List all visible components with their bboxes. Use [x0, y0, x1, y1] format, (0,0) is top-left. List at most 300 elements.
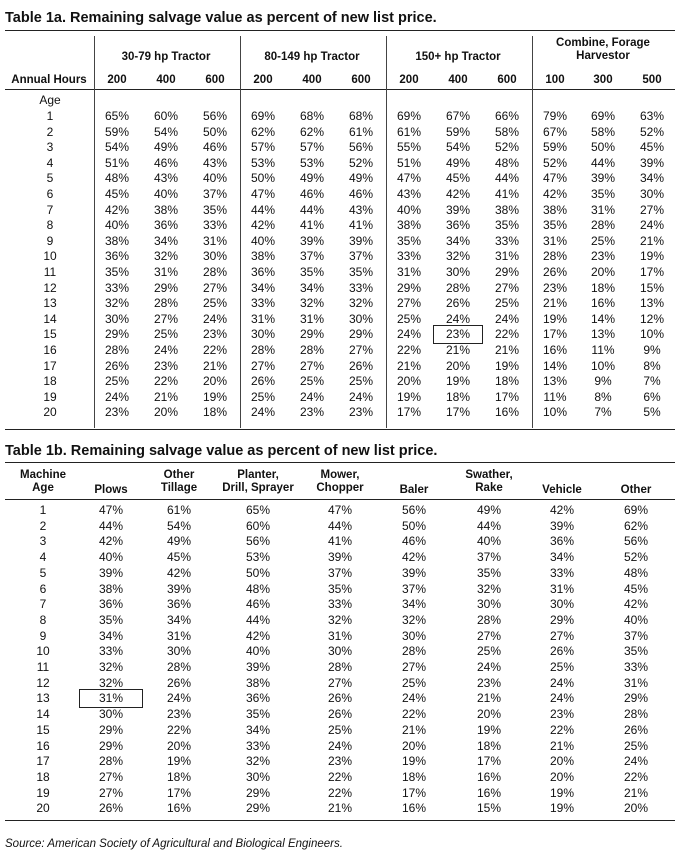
- value-cell: 31%: [98, 691, 124, 706]
- table-1a-header-rule: [5, 89, 675, 90]
- value-cell: 22%: [327, 769, 353, 784]
- value-cell: 26%: [623, 722, 649, 737]
- value-cell: 13%: [590, 327, 616, 342]
- value-cell: 31%: [590, 202, 616, 217]
- value-cell: 35%: [104, 265, 130, 279]
- value-cell: 17%: [396, 405, 422, 420]
- value-cell: 34%: [639, 171, 665, 186]
- value-cell: 50%: [401, 518, 427, 533]
- value-cell: 24%: [639, 218, 665, 233]
- value-cell: 46%: [348, 187, 374, 201]
- value-cell: 38%: [542, 202, 568, 217]
- value-cell: 9%: [594, 374, 612, 389]
- value-cell: 23%: [299, 405, 325, 420]
- age-cell: 7: [39, 597, 47, 612]
- value-cell: 37%: [476, 550, 502, 565]
- age-cell: 19: [43, 389, 57, 404]
- value-cell: 21%: [542, 296, 568, 311]
- value-cell: 34%: [401, 597, 427, 612]
- value-cell: 24%: [166, 691, 192, 706]
- value-cell: 67%: [542, 124, 568, 139]
- value-cell: 31%: [549, 581, 575, 596]
- value-cell: 45%: [639, 140, 665, 155]
- value-cell: 28%: [299, 343, 325, 357]
- value-cell: 22%: [623, 769, 649, 784]
- value-cell: 40%: [250, 233, 276, 248]
- column-header: Mower, Chopper: [316, 469, 364, 494]
- hours-header: 200: [107, 74, 127, 86]
- value-cell: 10%: [639, 327, 665, 342]
- value-cell: 24%: [153, 343, 179, 357]
- value-cell: 50%: [250, 171, 276, 186]
- age-cell: 4: [39, 550, 47, 565]
- value-cell: 35%: [245, 707, 271, 722]
- value-cell: 24%: [348, 389, 374, 404]
- age-cell: 6: [39, 581, 47, 596]
- value-cell: 49%: [299, 171, 325, 186]
- value-cell: 24%: [494, 311, 520, 326]
- value-cell: 48%: [245, 581, 271, 596]
- value-cell: 32%: [299, 296, 325, 311]
- value-cell: 33%: [250, 296, 276, 311]
- value-cell: 22%: [396, 343, 422, 357]
- value-cell: 28%: [166, 660, 192, 674]
- value-cell: 53%: [250, 155, 276, 170]
- value-cell: 30%: [98, 707, 124, 722]
- value-cell: 30%: [245, 769, 271, 784]
- value-cell: 62%: [250, 124, 276, 139]
- age-cell: 1: [39, 503, 47, 517]
- value-cell: 38%: [153, 202, 179, 217]
- value-cell: 40%: [104, 218, 130, 233]
- value-cell: 41%: [348, 218, 374, 233]
- age-cell: 2: [46, 124, 54, 139]
- value-cell: 41%: [327, 534, 353, 549]
- value-cell: 24%: [104, 389, 130, 404]
- value-cell: 35%: [542, 218, 568, 233]
- value-cell: 69%: [396, 109, 422, 123]
- value-cell: 17%: [639, 265, 665, 279]
- value-cell: 20%: [153, 405, 179, 420]
- value-cell: 24%: [401, 691, 427, 706]
- value-cell: 48%: [494, 155, 520, 170]
- value-cell: 39%: [327, 550, 353, 565]
- value-cell: 54%: [166, 518, 192, 533]
- value-cell: 33%: [202, 218, 228, 233]
- value-cell: 28%: [401, 644, 427, 659]
- value-cell: 20%: [445, 358, 471, 373]
- value-cell: 52%: [639, 124, 665, 139]
- value-cell: 32%: [445, 249, 471, 264]
- value-cell: 16%: [476, 785, 502, 800]
- value-cell: 14%: [542, 358, 568, 373]
- value-cell: 18%: [166, 769, 192, 784]
- value-cell: 52%: [348, 155, 374, 170]
- value-cell: 8%: [643, 358, 661, 373]
- value-cell: 23%: [327, 754, 353, 769]
- value-cell: 29%: [299, 327, 325, 342]
- value-cell: 28%: [327, 660, 353, 674]
- value-cell: 39%: [348, 233, 374, 248]
- value-cell: 46%: [299, 187, 325, 201]
- value-cell: 68%: [299, 109, 325, 123]
- value-cell: 39%: [590, 171, 616, 186]
- value-cell: 32%: [104, 296, 130, 311]
- value-cell: 29%: [98, 722, 124, 737]
- value-cell: 35%: [623, 644, 649, 659]
- value-cell: 28%: [104, 343, 130, 357]
- age-cell: 9: [46, 233, 54, 248]
- column-divider: [94, 36, 95, 428]
- hours-header: 400: [156, 74, 176, 86]
- value-cell: 51%: [396, 155, 422, 170]
- value-cell: 44%: [245, 612, 271, 627]
- value-cell: 39%: [299, 233, 325, 248]
- age-cell: 6: [46, 187, 54, 201]
- table-1a-title: Table 1a. Remaining salvage value as percent of new list price.: [5, 10, 437, 26]
- value-cell: 27%: [639, 202, 665, 217]
- table-1a-top-rule: [5, 30, 675, 31]
- hours-header: 600: [205, 74, 225, 86]
- value-cell: 35%: [327, 581, 353, 596]
- value-cell: 27%: [327, 675, 353, 690]
- value-cell: 7%: [594, 405, 612, 420]
- age-cell: 13: [43, 296, 57, 311]
- value-cell: 42%: [623, 597, 649, 612]
- value-cell: 38%: [245, 675, 271, 690]
- value-cell: 35%: [590, 187, 616, 201]
- value-cell: 19%: [549, 801, 575, 816]
- value-cell: 6%: [643, 389, 661, 404]
- value-cell: 40%: [396, 202, 422, 217]
- age-cell: 17: [43, 358, 57, 373]
- value-cell: 58%: [494, 124, 520, 139]
- value-cell: 5%: [643, 405, 661, 420]
- value-cell: 28%: [153, 296, 179, 311]
- value-cell: 19%: [476, 722, 502, 737]
- value-cell: 59%: [542, 140, 568, 155]
- value-cell: 42%: [250, 218, 276, 233]
- hours-header: 300: [593, 74, 613, 86]
- value-cell: 62%: [623, 518, 649, 533]
- value-cell: 47%: [98, 503, 124, 517]
- value-cell: 31%: [153, 265, 179, 279]
- value-cell: 35%: [348, 265, 374, 279]
- value-cell: 56%: [202, 109, 228, 123]
- value-cell: 39%: [445, 202, 471, 217]
- value-cell: 48%: [104, 171, 130, 186]
- age-cell: 5: [39, 565, 47, 580]
- value-cell: 40%: [98, 550, 124, 565]
- value-cell: 24%: [549, 675, 575, 690]
- value-cell: 37%: [299, 249, 325, 264]
- value-cell: 44%: [299, 202, 325, 217]
- value-cell: 17%: [542, 327, 568, 342]
- value-cell: 20%: [590, 265, 616, 279]
- value-cell: 18%: [445, 389, 471, 404]
- value-cell: 22%: [153, 374, 179, 389]
- value-cell: 34%: [153, 233, 179, 248]
- value-cell: 33%: [98, 644, 124, 659]
- value-cell: 39%: [166, 581, 192, 596]
- hours-header: 400: [448, 74, 468, 86]
- value-cell: 38%: [396, 218, 422, 233]
- value-cell: 29%: [549, 612, 575, 627]
- age-cell: 4: [46, 155, 54, 170]
- value-cell: 39%: [549, 518, 575, 533]
- value-cell: 36%: [245, 691, 271, 706]
- value-cell: 31%: [396, 265, 422, 279]
- value-cell: 22%: [401, 707, 427, 722]
- value-cell: 44%: [98, 518, 124, 533]
- age-cell: 19: [36, 785, 50, 800]
- value-cell: 34%: [549, 550, 575, 565]
- age-cell: 16: [43, 343, 57, 357]
- value-cell: 25%: [153, 327, 179, 342]
- value-cell: 10%: [542, 405, 568, 420]
- value-cell: 22%: [494, 327, 520, 342]
- value-cell: 21%: [396, 358, 422, 373]
- value-cell: 59%: [445, 124, 471, 139]
- value-cell: 20%: [166, 738, 192, 753]
- table-1b-bottom-rule: [5, 820, 675, 821]
- value-cell: 54%: [104, 140, 130, 155]
- value-cell: 20%: [396, 374, 422, 389]
- value-cell: 27%: [476, 628, 502, 643]
- value-cell: 32%: [327, 612, 353, 627]
- value-cell: 23%: [445, 327, 471, 342]
- column-divider: [386, 36, 387, 428]
- value-cell: 36%: [166, 597, 192, 612]
- value-cell: 23%: [476, 675, 502, 690]
- value-cell: 17%: [445, 405, 471, 420]
- value-cell: 20%: [202, 374, 228, 389]
- value-cell: 60%: [153, 109, 179, 123]
- value-cell: 11%: [591, 343, 615, 357]
- value-cell: 45%: [166, 550, 192, 565]
- table-1b-top-rule: [5, 462, 675, 463]
- age-cell: 3: [46, 140, 54, 155]
- value-cell: 23%: [166, 707, 192, 722]
- age-label: Age: [39, 93, 61, 107]
- value-cell: 52%: [542, 155, 568, 170]
- value-cell: 18%: [476, 738, 502, 753]
- age-cell: 13: [36, 691, 50, 706]
- hours-header: 100: [545, 74, 565, 86]
- value-cell: 16%: [542, 343, 568, 357]
- highlight-box: [79, 689, 143, 708]
- value-cell: 40%: [623, 612, 649, 627]
- value-cell: 31%: [542, 233, 568, 248]
- value-cell: 30%: [401, 628, 427, 643]
- value-cell: 22%: [202, 343, 228, 357]
- value-cell: 53%: [245, 550, 271, 565]
- value-cell: 25%: [348, 374, 374, 389]
- age-cell: 14: [36, 707, 50, 722]
- value-cell: 37%: [348, 249, 374, 264]
- hours-header: 200: [399, 74, 419, 86]
- value-cell: 46%: [245, 597, 271, 612]
- age-cell: 11: [43, 265, 57, 279]
- value-cell: 25%: [202, 296, 228, 311]
- value-cell: 68%: [348, 109, 374, 123]
- hours-header: 400: [302, 74, 322, 86]
- value-cell: 18%: [401, 769, 427, 784]
- value-cell: 8%: [594, 389, 612, 404]
- value-cell: 38%: [104, 233, 130, 248]
- value-cell: 17%: [401, 785, 427, 800]
- value-cell: 30%: [327, 644, 353, 659]
- value-cell: 29%: [494, 265, 520, 279]
- value-cell: 23%: [202, 327, 228, 342]
- value-cell: 48%: [623, 565, 649, 580]
- value-cell: 36%: [445, 218, 471, 233]
- value-cell: 21%: [401, 722, 427, 737]
- age-cell: 12: [43, 280, 57, 295]
- value-cell: 36%: [104, 249, 130, 264]
- value-cell: 21%: [327, 801, 353, 816]
- value-cell: 29%: [245, 801, 271, 816]
- value-cell: 39%: [401, 565, 427, 580]
- value-cell: 34%: [250, 280, 276, 295]
- value-cell: 27%: [396, 296, 422, 311]
- age-cell: 16: [36, 738, 50, 753]
- value-cell: 43%: [396, 187, 422, 201]
- value-cell: 25%: [299, 374, 325, 389]
- value-cell: 37%: [327, 565, 353, 580]
- value-cell: 28%: [250, 343, 276, 357]
- value-cell: 47%: [327, 503, 353, 517]
- value-cell: 34%: [299, 280, 325, 295]
- value-cell: 29%: [245, 785, 271, 800]
- value-cell: 26%: [445, 296, 471, 311]
- value-cell: 20%: [549, 769, 575, 784]
- hours-header: 500: [642, 74, 662, 86]
- value-cell: 19%: [542, 311, 568, 326]
- age-cell: 9: [39, 628, 47, 643]
- value-cell: 32%: [476, 581, 502, 596]
- value-cell: 27%: [348, 343, 374, 357]
- value-cell: 19%: [401, 754, 427, 769]
- value-cell: 52%: [494, 140, 520, 155]
- value-cell: 21%: [476, 691, 502, 706]
- value-cell: 34%: [245, 722, 271, 737]
- value-cell: 21%: [639, 233, 665, 248]
- value-cell: 32%: [98, 660, 124, 674]
- value-cell: 27%: [98, 785, 124, 800]
- value-cell: 20%: [549, 754, 575, 769]
- value-cell: 36%: [549, 534, 575, 549]
- age-cell: 1: [46, 109, 54, 123]
- value-cell: 27%: [98, 769, 124, 784]
- value-cell: 63%: [639, 109, 665, 123]
- value-cell: 33%: [396, 249, 422, 264]
- value-cell: 25%: [327, 722, 353, 737]
- value-cell: 54%: [153, 124, 179, 139]
- value-cell: 26%: [166, 675, 192, 690]
- value-cell: 47%: [396, 171, 422, 186]
- value-cell: 21%: [623, 785, 649, 800]
- value-cell: 33%: [549, 565, 575, 580]
- value-cell: 7%: [643, 374, 661, 389]
- value-cell: 28%: [98, 754, 124, 769]
- value-cell: 42%: [166, 565, 192, 580]
- value-cell: 23%: [542, 280, 568, 295]
- value-cell: 41%: [494, 187, 520, 201]
- value-cell: 24%: [202, 311, 228, 326]
- value-cell: 62%: [299, 124, 325, 139]
- value-cell: 36%: [153, 218, 179, 233]
- value-cell: 24%: [396, 327, 422, 342]
- value-cell: 26%: [98, 801, 124, 816]
- value-cell: 32%: [401, 612, 427, 627]
- value-cell: 31%: [299, 311, 325, 326]
- value-cell: 65%: [245, 503, 271, 517]
- column-header: Vehicle: [542, 484, 582, 496]
- value-cell: 45%: [104, 187, 130, 201]
- value-cell: 16%: [166, 801, 192, 816]
- value-cell: 56%: [401, 503, 427, 517]
- value-cell: 69%: [250, 109, 276, 123]
- value-cell: 34%: [166, 612, 192, 627]
- age-cell: 3: [39, 534, 47, 549]
- annual-hours-label: Annual Hours: [11, 74, 87, 86]
- value-cell: 36%: [98, 597, 124, 612]
- age-cell: 15: [43, 327, 57, 342]
- age-cell: 17: [36, 754, 50, 769]
- value-cell: 21%: [445, 343, 471, 357]
- value-cell: 19%: [166, 754, 192, 769]
- value-cell: 23%: [590, 249, 616, 264]
- group-header: 80-149 hp Tractor: [264, 51, 360, 63]
- value-cell: 28%: [623, 707, 649, 722]
- value-cell: 27%: [153, 311, 179, 326]
- hours-header: 200: [253, 74, 273, 86]
- value-cell: 23%: [348, 405, 374, 420]
- value-cell: 37%: [623, 628, 649, 643]
- value-cell: 15%: [639, 280, 665, 295]
- column-header: Plows: [94, 484, 128, 496]
- value-cell: 50%: [202, 124, 228, 139]
- value-cell: 44%: [494, 171, 520, 186]
- value-cell: 40%: [245, 644, 271, 659]
- value-cell: 24%: [299, 389, 325, 404]
- value-cell: 42%: [401, 550, 427, 565]
- value-cell: 26%: [348, 358, 374, 373]
- value-cell: 69%: [590, 109, 616, 123]
- age-cell: 20: [36, 801, 50, 816]
- value-cell: 30%: [476, 597, 502, 612]
- value-cell: 56%: [348, 140, 374, 155]
- hours-header: 600: [351, 74, 371, 86]
- value-cell: 33%: [623, 660, 649, 674]
- value-cell: 24%: [250, 405, 276, 420]
- value-cell: 13%: [542, 374, 568, 389]
- value-cell: 30%: [549, 597, 575, 612]
- value-cell: 22%: [549, 722, 575, 737]
- value-cell: 49%: [445, 155, 471, 170]
- value-cell: 20%: [476, 707, 502, 722]
- value-cell: 54%: [445, 140, 471, 155]
- value-cell: 21%: [153, 389, 179, 404]
- value-cell: 26%: [327, 707, 353, 722]
- column-divider: [240, 36, 241, 428]
- value-cell: 17%: [476, 754, 502, 769]
- age-cell: 12: [36, 675, 50, 690]
- value-cell: 29%: [153, 280, 179, 295]
- value-cell: 25%: [549, 660, 575, 674]
- age-cell: 18: [43, 374, 57, 389]
